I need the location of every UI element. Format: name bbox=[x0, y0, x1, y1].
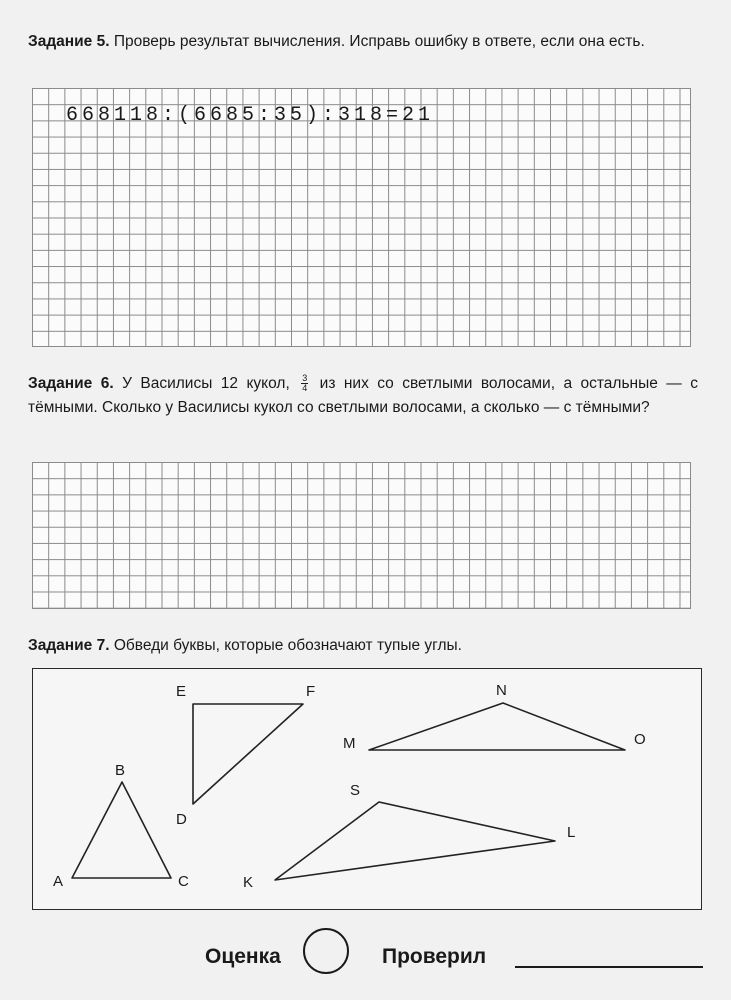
vertex-label-k[interactable]: K bbox=[243, 874, 254, 891]
task-5-text: Проверь результат вычисления. Исправь ошибку в ответе, если она есть. bbox=[113, 33, 645, 50]
task-6-label: Задание 6. bbox=[28, 375, 114, 392]
vertex-label-f[interactable]: F bbox=[306, 683, 316, 700]
task-7 bbox=[28, 634, 698, 658]
task-6-text-before: У Василисы 12 кукол, bbox=[122, 375, 290, 392]
signature-line[interactable] bbox=[515, 966, 703, 968]
vertex-label-o[interactable]: O bbox=[634, 731, 646, 748]
task-7-text: Обведи буквы, которые обозначают тупые углы. bbox=[113, 637, 462, 654]
vertex-label-b[interactable]: B bbox=[115, 762, 126, 779]
checked-by-label: Проверил bbox=[382, 945, 487, 968]
fraction-denominator: 4 bbox=[302, 383, 308, 394]
grade-circle[interactable] bbox=[303, 928, 349, 974]
triangles-svg bbox=[33, 669, 701, 909]
answer-grid-6[interactable] bbox=[32, 462, 691, 609]
vertex-label-a[interactable]: A bbox=[53, 873, 64, 890]
grade-label: Оценка bbox=[205, 945, 281, 968]
triangle-ksl bbox=[275, 802, 555, 880]
vertex-label-c[interactable]: C bbox=[178, 873, 189, 890]
vertex-label-e[interactable]: E bbox=[176, 683, 187, 700]
triangle-def bbox=[193, 704, 303, 804]
fraction-three-quarters bbox=[301, 374, 308, 393]
task-7-label: Задание 7. bbox=[28, 637, 110, 654]
vertex-label-n[interactable]: N bbox=[496, 682, 507, 699]
vertex-label-l[interactable]: L bbox=[567, 824, 576, 841]
vertex-label-d[interactable]: D bbox=[176, 811, 187, 828]
vertex-label-m[interactable]: M bbox=[343, 735, 356, 752]
triangles-figure bbox=[32, 668, 702, 910]
task-6-text-after: из них со светлыми волосами, а остальные — с тёмными. Сколько у Василисы кукол со светлыми волосами, а сколько — с тёмными? bbox=[28, 375, 698, 416]
task-5 bbox=[28, 30, 698, 54]
triangle-mno bbox=[369, 703, 625, 750]
task-6 bbox=[28, 372, 698, 420]
task-5-expression: 668118:(6685:35):318=21 bbox=[66, 104, 435, 127]
vertex-label-s[interactable]: S bbox=[350, 782, 361, 799]
task-5-label: Задание 5. bbox=[28, 33, 110, 50]
triangle-abc bbox=[72, 782, 171, 878]
fraction-numerator: 3 bbox=[302, 373, 308, 384]
